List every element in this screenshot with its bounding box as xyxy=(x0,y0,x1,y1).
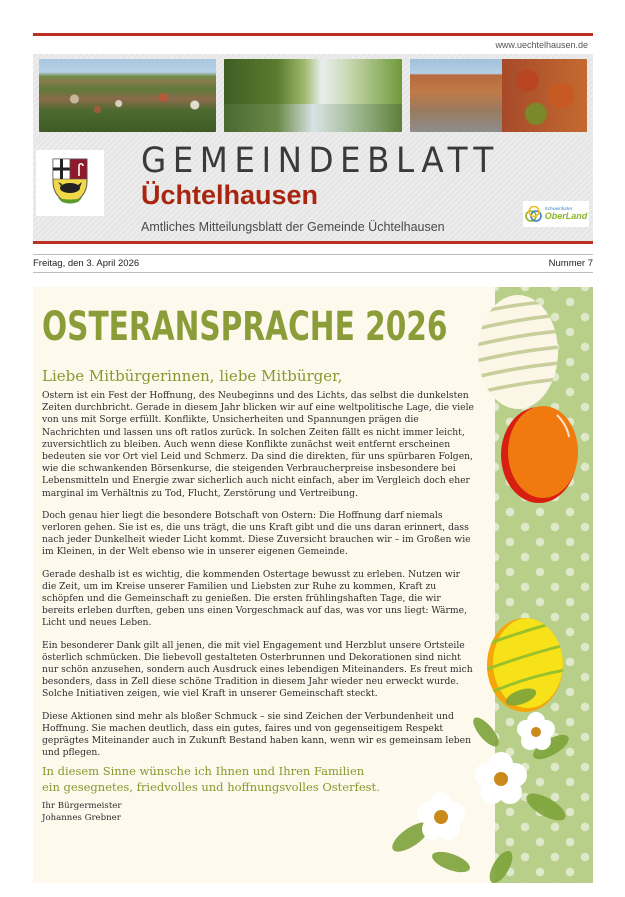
signature-name: Johannes Grebner xyxy=(42,812,121,823)
article-greeting: Liebe Mitbürgerinnen, liebe Mitbürger, xyxy=(42,367,343,385)
coat-of-arms xyxy=(36,150,104,216)
signature xyxy=(42,801,121,824)
article-headline: OSTERANSPRACHE 2026 xyxy=(42,304,448,350)
masthead xyxy=(33,54,593,244)
partner-logo-small-text: Schweinfurter xyxy=(544,206,573,212)
article-body xyxy=(42,390,474,769)
closing-line: ein gesegnetes, friedvolles und hoffnungsvolles Osterfest. xyxy=(42,779,380,794)
article-paragraph: Gerade deshalb ist es wichtig, die kommenden Ostertage bewusst zu erleben. Nutzen wir die Zeit, um im Kreise unserer Familien und Liebsten zur Ruhe zu kommen, Kraft zu schöpfen und die Gemeinschaft zu genießen. Die ersten frühlingshaften Tage, die wir bereits erleben durften, geben uns einen Vorgeschmack auf das, was vor uns liegt: Wärme, Licht und neues Leben. xyxy=(42,568,467,629)
rings-logo-icon xyxy=(525,206,543,222)
photo-village-panorama xyxy=(39,59,216,132)
partner-logo-big-text: OberLand xyxy=(544,210,588,221)
partner-logo-oberland xyxy=(523,201,589,227)
article-paragraph: Ostern ist ein Fest der Hoffnung, des Neubeginns und des Lichts, das selbst die dunkelsten Zeiten durchbricht. Gerade in diesem Jahr blicken wir auf eine weltpolitische Lage, die viele von uns mit Sorge erfüllt. Konflikte, Unsicherheiten und Spannungen prägen die Nachrichten und lassen uns oft ratlos zurück. In solchen Zeiten fällt es nicht immer leicht, zuversichtlich zu bleiben. Auch wenn diese Konflikte zunächst weit entfernt erscheinen bedeuten sie vor Ort viel Leid und Schmerz. Da sind die direkten, für uns spürbaren Folgen, wie die schwankenden Börsenkurse, die steigenden Verbraucherpreise insbesondere bei Lebensmitteln und Energie zwar sicherlich auch nicht einfach, aber im Vergleich doch eher marginal im Verhältnis zu Tod, Flucht, Zerstörung und Vertreibung. xyxy=(42,390,474,499)
easter-address-panel xyxy=(33,287,593,883)
article-paragraph: Doch genau hier liegt die besondere Botschaft von Ostern: Die Hoffnung darf niemals verloren gehen. Sie ist es, die uns trägt, die uns Kraft gibt und die uns daran erinnert, dass nach jeder Dunkelheit wieder Licht kommt. Diese Zuversicht brauchen wir – im Großen wie im Kleinen, in der Welt ebenso wie in unserer eigenen Gemeinde. xyxy=(42,509,471,558)
article-paragraph: Diese Aktionen sind mehr als bloßer Schmuck – sie sind Zeichen der Verbundenheit und Hoffnung. Sie machen deutlich, dass ein gutes, faires und von gegenseitigem Respekt geprägtes Miteinander auch in Zukunft Bestand haben kann, wenn wir es gemeinsam leben und pflegen. xyxy=(42,710,472,759)
website-url: www.uechtelhausen.de xyxy=(495,40,588,50)
closing-wishes xyxy=(42,764,482,795)
issue-number: Nummer 7 xyxy=(548,258,593,269)
closing-line: In diesem Sinne wünsche ich Ihnen und Ihren Familien xyxy=(42,764,365,778)
coat-of-arms-icon xyxy=(52,158,88,204)
striped-white-easter-egg-icon xyxy=(476,293,560,411)
publication-description: Amtliches Mitteilungsblatt der Gemeinde Üchtelhausen xyxy=(141,220,445,234)
orange-easter-egg-icon xyxy=(499,405,579,505)
photo-river-with-trees xyxy=(224,59,401,132)
photo-ivy-houses xyxy=(410,59,587,132)
top-accent-rule xyxy=(33,33,593,36)
issue-date: Freitag, den 3. April 2026 xyxy=(33,258,140,269)
municipality-name: Üchtelhausen xyxy=(141,180,319,210)
signature-role: Ihr Bürgermeister xyxy=(42,801,122,811)
header-photos xyxy=(39,59,587,132)
issue-info-bar xyxy=(33,254,593,273)
article-paragraph: Ein besonderer Dank gilt all jenen, die mit viel Engagement und Herzblut unsere Ortsteile österlich schmücken. Die liebevoll gestalteten Osterbrunnen und Dekorationen sind nicht nur schön anzusehen, sondern auch Ausdruck eines lebendigen Miteinanders. Es freut mich besonders, dass in Zell diese schöne Tradition in diesem Jahr wieder neu erweckt wurde. Solche Initiativen zeigen, wie viel Kraft in unserer Gemeinschaft steckt. xyxy=(42,639,473,700)
publication-title: GEMEINDEBLATT xyxy=(141,141,500,181)
